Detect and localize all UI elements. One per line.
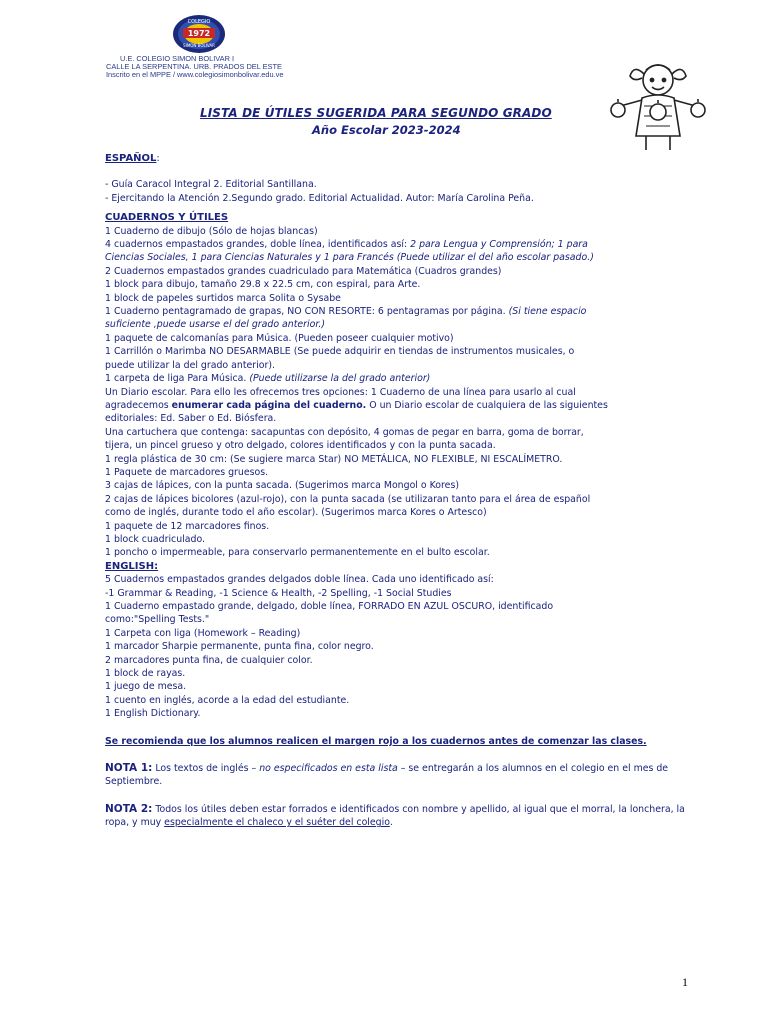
list-item: 1 poncho o impermeable, para conservarlo permanentemente en el bulto escolar.	[105, 547, 490, 559]
recommendation: Se recomienda que los alumnos realicen el margen rojo a los cuadernos antes de comenzar las clases.	[105, 735, 647, 747]
supply-list	[105, 152, 695, 830]
list-item: 3 cajas de lápices, con la punta sacada. (Sugerimos marca Mongol o Kores)	[105, 480, 459, 492]
school-name: U.E. COLEGIO SIMON BOLIVAR I	[120, 54, 235, 63]
list-item: como:"Spelling Tests."	[105, 614, 210, 626]
list-item: 1 carpeta de liga Para Música. (Puede utilizarse la del grado anterior)	[105, 373, 431, 385]
espanol-colon: :	[156, 153, 160, 164]
list-item: puede utilizar la del grado anterior).	[105, 359, 275, 371]
list-item: 2 cajas de lápices bicolores (azul-rojo), con la punta sacada (se utilizaran tanto para el área de español	[105, 493, 591, 505]
list-item: 1 cuento en inglés, acorde a la edad del estudiante.	[105, 694, 350, 706]
list-item: 5 Cuadernos empastados grandes delgados doble línea. Cada uno identificado así:	[105, 574, 494, 586]
list-item: Ciencias Sociales, 1 para Ciencias Naturales y 1 para Francés (Puede utilizar el del año escolar pasado.)	[105, 252, 594, 264]
nota-1: NOTA 1: Los textos de inglés – no especificados en esta lista – se entregarán a los alumnos en el colegio en el mes de Septiembre.	[105, 762, 669, 788]
logo-bottom-text: SIMON BOLIVAR	[183, 43, 215, 48]
list-item: Un Diario escolar. Para ello les ofrecemos tres opciones: 1 Cuaderno de una línea para usarlo al cual	[105, 386, 576, 398]
page-number: 1	[682, 975, 688, 989]
list-item: 2 marcadores punta fina, de cualquier color.	[105, 654, 313, 666]
list-item: 2 Cuadernos empastados grandes cuadriculado para Matemática (Cuadros grandes)	[105, 265, 502, 277]
list-item: editoriales: Ed. Saber o Ed. Biósfera.	[105, 413, 277, 425]
list-item: 1 Carpeta con liga (Homework – Reading)	[105, 627, 301, 639]
list-item: 1 English Dictionary.	[105, 708, 201, 720]
list-item: suficiente ,puede usarse el del grado anterior.)	[105, 319, 325, 331]
espanol-book-2: - Ejercitando la Atención 2.Segundo grado. Editorial Actualidad. Autor: María Carolina Peña.	[105, 192, 534, 204]
page-title: LISTA DE ÚTILES SUGERIDA PARA SEGUNDO GRADO	[200, 106, 552, 120]
school-year: Año Escolar 2023-2024	[312, 123, 461, 137]
list-item: 1 regla plástica de 30 cm: (Se sugiere marca Star) NO METÁLICA, NO FLEXIBLE, NI ESCALÍMETRO.	[105, 453, 563, 465]
list-item: agradecemos enumerar cada página del cuaderno. O un Diario escolar de cualquiera de las siguientes	[105, 399, 608, 411]
list-item: 1 juego de mesa.	[105, 681, 187, 693]
school-header	[106, 55, 283, 79]
list-item: 1 block de rayas.	[105, 668, 186, 680]
list-item: 4 cuadernos empastados grandes, doble línea, identificados así: 2 para Lengua y Comprensión; 1 para	[105, 239, 588, 251]
cuadernos-heading: CUADERNOS Y ÚTILES	[105, 212, 229, 224]
list-item: 1 paquete de 12 marcadores finos.	[105, 520, 270, 532]
espanol-heading-row	[105, 152, 695, 165]
list-item: como de inglés, durante todo el año escolar). (Sugerimos marca Kores o Artesco)	[105, 507, 487, 519]
list-item: 1 block cuadriculado.	[105, 533, 205, 545]
list-item: 1 Cuaderno pentagramado de grapas, NO CON RESORTE: 6 pentagramas por página. (Si tiene espacio	[105, 306, 587, 318]
list-item: 1 Cuaderno de dibujo (Sólo de hojas blancas)	[105, 225, 318, 237]
list-item: 1 paquete de calcomanías para Música. (Pueden poseer cualquier motivo)	[105, 332, 454, 344]
nota-2: NOTA 2: Todos los útiles deben estar forrados e identificados con nombre y apellido, al igual que el morral, la lonchera, la ropa, y muy especialmente el chaleco y el suéter del colegio.	[105, 802, 685, 829]
espanol-book-1: - Guía Caracol Integral 2. Editorial Santillana.	[105, 179, 317, 191]
list-item: 1 Paquete de marcadores gruesos.	[105, 466, 269, 478]
school-registration: Inscrito en el MPPE / www.colegiosimonbolivar.edu.ve	[106, 70, 284, 79]
logo-top-text: COLEGIO	[187, 19, 211, 25]
espanol-heading: ESPAÑOL	[105, 153, 157, 164]
list-item: 1 Carrillón o Marimba NO DESARMABLE (Se puede adquirir en tiendas de instrumentos musicales, o	[105, 346, 575, 358]
list-item: 1 block para dibujo, tamaño 29.8 x 22.5 cm, con espiral, para Arte.	[105, 279, 421, 291]
logo-year: 1972	[187, 29, 211, 38]
child-clipart	[608, 56, 708, 156]
list-item: 1 Cuaderno empastado grande, delgado, doble línea, FORRADO EN AZUL OSCURO, identificado	[105, 601, 554, 612]
school-logo	[172, 14, 226, 58]
list-item: tijera, un pincel grueso y otro delgado, colores identificados y con la punta sacada.	[105, 440, 496, 452]
list-item: -1 Grammar & Reading, -1 Science & Health, -2 Spelling, -1 Social Studies	[105, 587, 452, 599]
english-heading: ENGLISH:	[105, 560, 159, 572]
school-address: CALLE LA SERPENTINA. URB. PRADOS DEL ESTE	[106, 62, 282, 71]
list-item: 1 block de papeles surtidos marca Solita o Sysabe	[105, 292, 341, 304]
list-item: 1 marcador Sharpie permanente, punta fina, color negro.	[105, 641, 374, 653]
list-item: Una cartuchera que contenga: sacapuntas con depósito, 4 gomas de pegar en barra, goma de borrar,	[105, 426, 584, 438]
